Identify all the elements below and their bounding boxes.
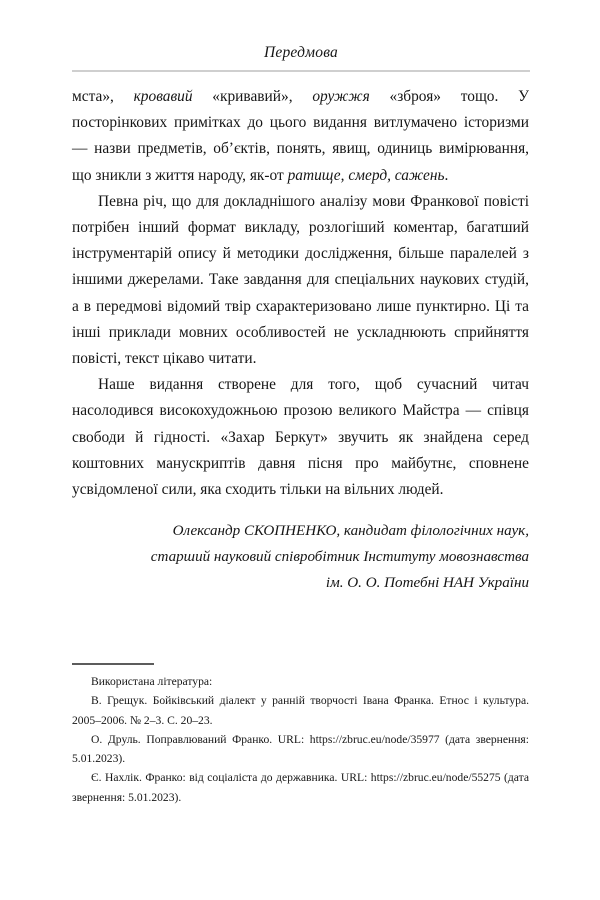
signature-line: старший науковий співробітник Інституту мовознавства	[150, 549, 529, 566]
body-paragraph	[72, 189, 529, 372]
body-paragraph	[72, 84, 529, 189]
body-paragraph	[72, 372, 529, 503]
bibliography-entry: О. Друль. Поправлюваний Франко. URL: https://zbruc.eu/node/35977 (дата звернення: 5.01.2023).	[72, 732, 529, 766]
text-run: Певна річ, що для докладнішого аналізу мови Франкової повісті потрібен інший формат викладу, розлогіший коментар, багатший інструментарій опису й методики дослідження, більше паралелей з іншими джерелами. Таке завдання для спеціальних наукових студій, а в передмові відомий твір схарактеризовано лише пунктирно. Ці та інші приклади мовних особливостей не ускладнюють сприйняття повісті, текст цікаво читати.	[72, 192, 529, 368]
header-rule	[72, 70, 530, 72]
footnote-separator-rule	[72, 663, 154, 665]
text-run: мста»,	[72, 88, 134, 105]
bibliography-block	[72, 672, 529, 807]
text-run: Наше видання створене для того, щоб сучасний читач насолодився високохудожньою прозою великого Майстра — співця свободи й гідності. «Захар Беркут» звучить як знайдена серед коштовних манускриптів давня пісня про майбутнє, сповнене усвідомленої сили, яка сходить тільки на вільних людей.	[72, 376, 529, 499]
text-run: «зброя» тощо. У посторінкових примітках до цього видання витлумачено історизми — назви предметів, об’єктів, понять, явищ, одиниць вимірювання, що зникли з життя народу, як-от	[72, 88, 529, 184]
bibliography-heading: Використана література:	[91, 675, 213, 688]
text-run: «кривавий»,	[192, 88, 313, 105]
running-head: Передмова	[264, 44, 338, 61]
italic-term: ратище, смерд, сажень	[287, 166, 445, 184]
signature-line: Олександр СКОПНЕНКО, кандидат філологічних наук,	[172, 523, 529, 539]
author-signature-block	[72, 518, 529, 597]
bibliography-entry: Є. Нахлік. Франко: від соціаліста до державника. URL: https://zbruc.eu/node/55275 (дата звернення: 5.01.2023).	[72, 771, 529, 804]
italic-term: оружжя	[312, 88, 370, 105]
signature-line: ім. О. О. Потебні НАН України	[325, 575, 529, 592]
text-run: .	[444, 166, 449, 184]
italic-term: кровавий	[133, 88, 193, 105]
bibliography-entry: В. Грещук. Бойківський діалект у ранній творчості Івана Франка. Етнос і культура. 2005–2006. № 2–3. С. 20–23.	[72, 694, 529, 727]
body-text-block	[72, 84, 529, 503]
